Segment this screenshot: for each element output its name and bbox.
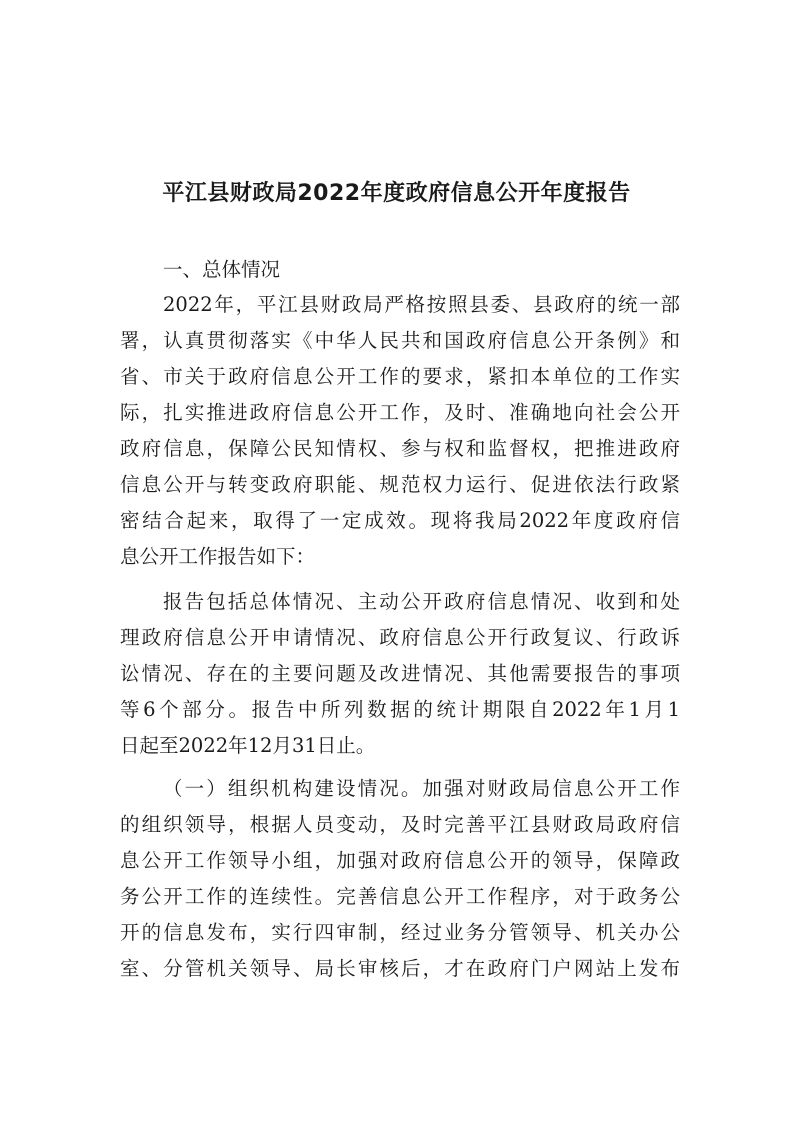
- paragraph-line: 省、市关于政府信息公开工作的要求，紧扣本单位的工作实: [120, 365, 680, 388]
- paragraph-line: 信息公开与转变政府职能、规范权力运行、促进依法行政紧: [120, 473, 680, 496]
- paragraph-line: 报告包括总体情况、主动公开政府信息情况、收到和处: [163, 590, 680, 613]
- paragraph-line: 务公开工作的连续性。完善信息公开工作程序，对于政务公: [120, 885, 680, 908]
- paragraph-line: （一）组织机构建设情况。加强对财政局信息公开工作: [163, 777, 680, 800]
- paragraph-line: 息公开工作领导小组，加强对政府信息公开的领导，保障政: [120, 849, 680, 872]
- paragraph-line: 开的信息发布，实行四审制，经过业务分管领导、机关办公: [120, 921, 680, 944]
- paragraph-line: 等6个部分。报告中所列数据的统计期限自2022年1月1: [120, 698, 680, 721]
- section-heading: 一、总体情况: [163, 258, 281, 281]
- paragraph-line: 政府信息，保障公民知情权、参与权和监督权，把推进政府: [120, 437, 680, 460]
- document-title: 平江县财政局2022年度政府信息公开年度报告: [162, 181, 631, 206]
- paragraph-line: 际，扎实推进政府信息公开工作，及时、准确地向社会公开: [120, 401, 680, 424]
- paragraph-line: 日起至2022年12月31日止。: [120, 734, 376, 757]
- paragraph-line: 讼情况、存在的主要问题及改进情况、其他需要报告的事项: [120, 662, 680, 685]
- paragraph-line: 室、分管机关领导、局长审核后，才在政府门户网站上发布: [120, 957, 680, 980]
- paragraph-line: 理政府信息公开申请情况、政府信息公开行政复议、行政诉: [120, 626, 680, 649]
- paragraph-line: 息公开工作报告如下：: [120, 545, 316, 568]
- paragraph-line: 密结合起来，取得了一定成效。现将我局2022年度政府信: [120, 509, 680, 532]
- paragraph-line: 2022年，平江县财政局严格按照县委、县政府的统一部: [163, 293, 680, 316]
- paragraph-line: 署，认真贯彻落实《中华人民共和国政府信息公开条例》和: [120, 329, 680, 352]
- paragraph-line: 的组织领导，根据人员变动，及时完善平江县财政局政府信: [120, 813, 680, 836]
